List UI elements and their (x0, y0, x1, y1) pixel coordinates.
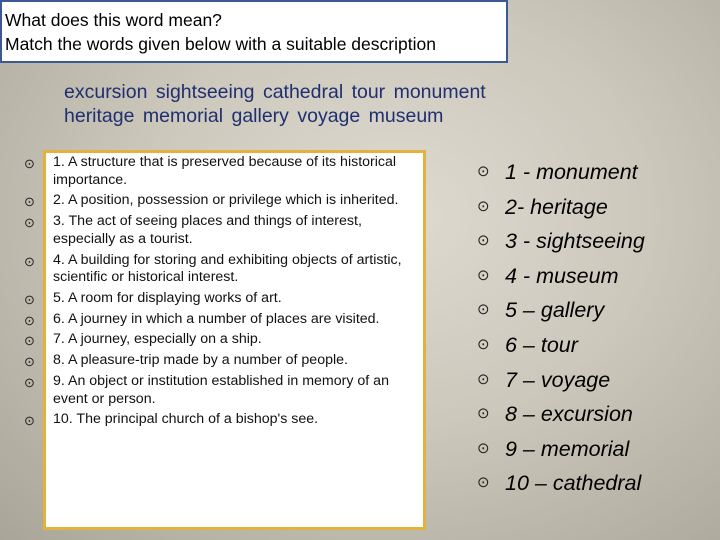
answer-item (477, 363, 645, 398)
definition-text: 10. The principal church of a bishop's see. (53, 411, 319, 428)
answer-text: 7 – voyage (505, 367, 611, 392)
answer-item (477, 190, 645, 225)
answer-text: 8 – excursion (505, 402, 633, 427)
definition-text: 1. A structure that is preserved because of its historical importance. (53, 154, 397, 188)
answer-item (477, 328, 645, 363)
circle-bullet-icon: ⊙ (24, 354, 35, 370)
definition-text: 4. A building for storing and exhibiting objects of artistic, scientific or historical interest. (53, 251, 402, 286)
definition-text: 7. A journey, especially on a ship. (53, 331, 262, 348)
circle-bullet-icon: ⊙ (477, 163, 490, 180)
definition-item (24, 311, 424, 329)
circle-bullet-icon: ⊙ (24, 156, 35, 171)
answers-list (477, 155, 645, 501)
definition-item (24, 192, 424, 210)
circle-bullet-icon: ⊙ (24, 333, 35, 349)
title-instruction: Match the words given below with a suitable description (5, 34, 436, 54)
circle-bullet-icon: ⊙ (24, 413, 35, 429)
answer-text: 10 – cathedral (505, 471, 642, 496)
circle-bullet-icon: ⊙ (24, 194, 35, 210)
answer-item (477, 259, 645, 294)
circle-bullet-icon: ⊙ (477, 197, 490, 215)
circle-bullet-icon: ⊙ (477, 405, 490, 423)
answer-text: 3 - sightseeing (505, 229, 645, 254)
definition-item (24, 331, 424, 349)
answer-text: 1 - monument (505, 160, 638, 184)
definition-item (24, 154, 424, 189)
answer-item (477, 466, 645, 501)
circle-bullet-icon: ⊙ (24, 253, 35, 269)
circle-bullet-icon: ⊙ (24, 312, 35, 328)
circle-bullet-icon: ⊙ (477, 474, 490, 492)
definition-text: 3. The act of seeing places and things of interest, especially as a tourist. (53, 213, 362, 247)
definition-text: 5. A room for displaying works of art. (53, 289, 282, 306)
answer-item (477, 224, 645, 259)
circle-bullet-icon: ⊙ (24, 291, 35, 307)
word-bank-line-2: heritage memorial gallery voyage museum (64, 105, 444, 127)
definition-text: 6. A journey in which a number of places are visited. (53, 310, 380, 327)
title-box (0, 0, 508, 63)
answer-item (477, 293, 645, 328)
circle-bullet-icon: ⊙ (477, 301, 490, 319)
circle-bullet-icon: ⊙ (24, 215, 35, 231)
definition-item (24, 352, 424, 370)
circle-bullet-icon: ⊙ (477, 439, 490, 457)
definition-text: 2. A position, possession or privilege which is inherited. (53, 192, 399, 209)
definitions-list (24, 154, 424, 432)
circle-bullet-icon: ⊙ (24, 375, 35, 391)
answer-text: 9 – memorial (505, 436, 630, 461)
word-bank-line-1: excursion sightseeing cathedral tour monument (64, 81, 486, 103)
answer-text: 4 - museum (505, 263, 619, 288)
circle-bullet-icon: ⊙ (477, 335, 490, 353)
answer-item (477, 432, 645, 467)
definition-text: 8. A pleasure-trip made by a number of people. (53, 352, 348, 369)
title-question: What does this word mean? (5, 10, 222, 30)
definition-item (24, 373, 424, 408)
circle-bullet-icon: ⊙ (477, 370, 490, 388)
answer-text: 2- heritage (505, 194, 608, 219)
circle-bullet-icon: ⊙ (477, 232, 490, 250)
definition-text: 9. An object or institution established in memory of an event or person. (53, 373, 389, 407)
definition-item (24, 252, 424, 287)
definition-item (24, 213, 424, 248)
answer-text: 5 – gallery (505, 298, 605, 323)
answer-text: 6 – tour (505, 332, 578, 357)
circle-bullet-icon: ⊙ (477, 266, 490, 284)
definition-item (24, 411, 424, 429)
answer-item (477, 397, 645, 432)
definition-item (24, 290, 424, 308)
answer-item (477, 155, 645, 190)
